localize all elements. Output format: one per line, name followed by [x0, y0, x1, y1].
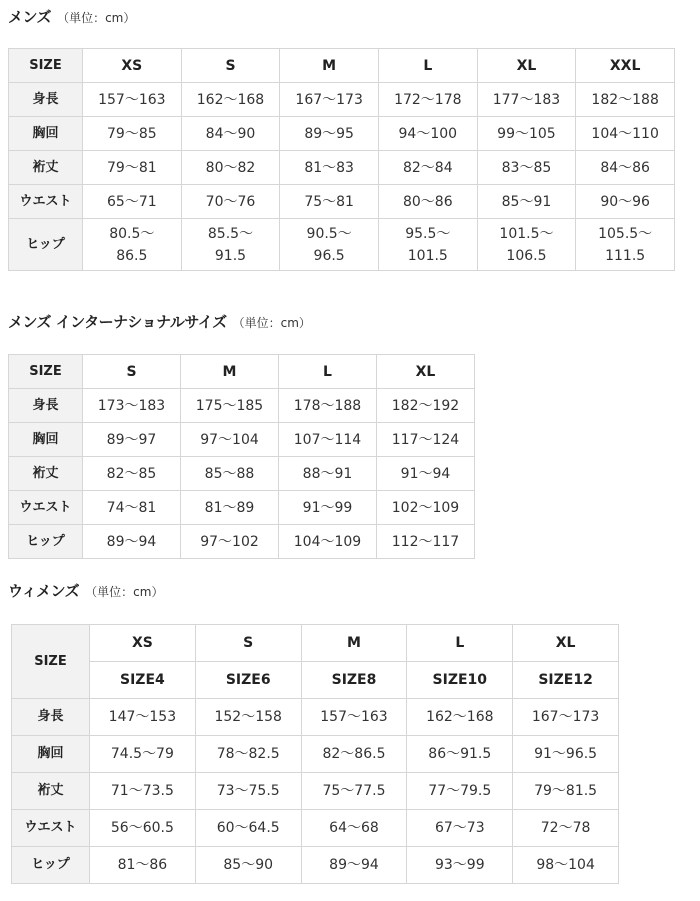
- table-cell: 60〜64.5: [195, 810, 301, 847]
- table-row: [9, 423, 475, 457]
- row-label: 身長: [12, 699, 90, 736]
- size-col-header: M: [181, 355, 279, 389]
- table-cell: [181, 219, 280, 271]
- cell-line: 90.5〜: [306, 225, 352, 242]
- table-cell: 157〜163: [83, 83, 182, 117]
- table-cell: 65〜71: [83, 185, 182, 219]
- size-col-header: S: [181, 49, 280, 83]
- table-cell: 175〜185: [181, 389, 279, 423]
- cell-line: 91.5: [214, 247, 247, 264]
- row-label: ヒップ: [9, 219, 83, 271]
- cell-line: 105.5〜: [598, 225, 653, 242]
- row-label: 身長: [9, 83, 83, 117]
- table-cell: 167〜173: [513, 699, 619, 736]
- table-row: [9, 491, 475, 525]
- table-cell: 162〜168: [407, 699, 513, 736]
- table-cell: 80〜86: [378, 185, 477, 219]
- table-cell: [378, 219, 477, 271]
- table-cell: 64〜68: [301, 810, 407, 847]
- table-cell: 102〜109: [377, 491, 475, 525]
- header-row: [9, 355, 475, 389]
- intl-unit: （単位：cm）: [232, 316, 311, 330]
- table-cell: 80〜82: [181, 151, 280, 185]
- table-cell: [83, 219, 182, 271]
- table-cell: 107〜114: [279, 423, 377, 457]
- table-cell: 97〜104: [181, 423, 279, 457]
- table-cell: 74〜81: [83, 491, 181, 525]
- table-cell: 75〜81: [280, 185, 379, 219]
- row-label: ウエスト: [9, 491, 83, 525]
- table-cell: 56〜60.5: [90, 810, 196, 847]
- header-row: [12, 625, 619, 662]
- table-cell: 162〜168: [181, 83, 280, 117]
- size-header: SIZE: [9, 355, 83, 389]
- row-label: 胸回: [9, 423, 83, 457]
- row-label: 裄丈: [12, 773, 90, 810]
- table-cell: 79〜85: [83, 117, 182, 151]
- size-header: SIZE: [12, 625, 90, 699]
- row-label: ヒップ: [12, 847, 90, 884]
- table-cell: 104〜109: [279, 525, 377, 559]
- table-cell: 74.5〜79: [90, 736, 196, 773]
- table-cell: 93〜99: [407, 847, 513, 884]
- row-label: ウエスト: [9, 185, 83, 219]
- table-cell: 79〜81.5: [513, 773, 619, 810]
- row-label: ヒップ: [9, 525, 83, 559]
- table-row: [9, 389, 475, 423]
- intl-title: メンズ インターナショナルサイズ: [8, 313, 227, 331]
- table-cell: 91〜99: [279, 491, 377, 525]
- size-sub-header: SIZE10: [407, 662, 513, 699]
- table-cell: 73〜75.5: [195, 773, 301, 810]
- table-row: [9, 525, 475, 559]
- table-cell: 78〜82.5: [195, 736, 301, 773]
- table-cell: 85〜88: [181, 457, 279, 491]
- table-row: [12, 736, 619, 773]
- cell-line: 95.5〜: [405, 225, 451, 242]
- table-cell: 91〜94: [377, 457, 475, 491]
- table-cell: 147〜153: [90, 699, 196, 736]
- cell-line: 106.5: [506, 247, 547, 264]
- table-cell: 82〜84: [378, 151, 477, 185]
- table-row: [12, 810, 619, 847]
- size-col-header: S: [83, 355, 181, 389]
- table-row: [9, 83, 675, 117]
- cell-line: 101.5: [407, 247, 448, 264]
- table-cell: 99〜105: [477, 117, 576, 151]
- table-cell: 157〜163: [301, 699, 407, 736]
- table-cell: 177〜183: [477, 83, 576, 117]
- size-sub-header: SIZE8: [301, 662, 407, 699]
- size-col-header: XS: [83, 49, 182, 83]
- table-cell: 89〜94: [301, 847, 407, 884]
- table-cell: 178〜188: [279, 389, 377, 423]
- size-col-header: XXL: [576, 49, 675, 83]
- womens-title: ウィメンズ: [8, 582, 80, 600]
- size-col-header: XL: [377, 355, 475, 389]
- size-col-header: L: [378, 49, 477, 83]
- table-cell: 84〜86: [576, 151, 675, 185]
- table-cell: 152〜158: [195, 699, 301, 736]
- table-cell: 81〜83: [280, 151, 379, 185]
- womens-heading: [8, 580, 163, 601]
- size-col-header: L: [279, 355, 377, 389]
- header-row: [9, 49, 675, 83]
- table-row: [9, 219, 675, 271]
- table-cell: 67〜73: [407, 810, 513, 847]
- row-label: ウエスト: [12, 810, 90, 847]
- table-cell: 89〜95: [280, 117, 379, 151]
- table-cell: 86〜91.5: [407, 736, 513, 773]
- table-cell: 81〜86: [90, 847, 196, 884]
- table-cell: 182〜188: [576, 83, 675, 117]
- table-cell: 90〜96: [576, 185, 675, 219]
- table-cell: 89〜97: [83, 423, 181, 457]
- table-cell: 85〜90: [195, 847, 301, 884]
- table-cell: 75〜77.5: [301, 773, 407, 810]
- size-col-header: L: [407, 625, 513, 662]
- cell-line: 86.5: [116, 247, 148, 264]
- mens-title: メンズ: [8, 8, 52, 26]
- size-col-header: XL: [477, 49, 576, 83]
- table-cell: 84〜90: [181, 117, 280, 151]
- table-cell: 112〜117: [377, 525, 475, 559]
- mens-heading: [8, 6, 135, 27]
- size-sub-header: SIZE12: [513, 662, 619, 699]
- table-row: [9, 457, 475, 491]
- row-label: 胸回: [9, 117, 83, 151]
- row-label: 胸回: [12, 736, 90, 773]
- table-cell: 97〜102: [181, 525, 279, 559]
- cell-line: 111.5: [605, 247, 646, 264]
- table-cell: 104〜110: [576, 117, 675, 151]
- table-row: [9, 185, 675, 219]
- row-label: 身長: [9, 389, 83, 423]
- table-cell: 83〜85: [477, 151, 576, 185]
- sub-header-row: [12, 662, 619, 699]
- mens-unit: （単位：cm）: [57, 11, 136, 25]
- table-cell: [576, 219, 675, 271]
- intl-heading: [8, 311, 311, 332]
- table-cell: [477, 219, 576, 271]
- cell-line: 80.5〜: [109, 225, 155, 242]
- table-cell: 82〜86.5: [301, 736, 407, 773]
- table-row: [9, 117, 675, 151]
- table-cell: 85〜91: [477, 185, 576, 219]
- cell-line: 101.5〜: [499, 225, 554, 242]
- table-cell: 79〜81: [83, 151, 182, 185]
- table-cell: 117〜124: [377, 423, 475, 457]
- size-col-header: XS: [90, 625, 196, 662]
- size-header: SIZE: [9, 49, 83, 83]
- table-cell: [280, 219, 379, 271]
- size-sub-header: SIZE4: [90, 662, 196, 699]
- row-label: 裄丈: [9, 457, 83, 491]
- table-cell: 167〜173: [280, 83, 379, 117]
- intl-size-table: [8, 354, 475, 559]
- table-cell: 91〜96.5: [513, 736, 619, 773]
- table-cell: 172〜178: [378, 83, 477, 117]
- table-cell: 182〜192: [377, 389, 475, 423]
- cell-line: 96.5: [313, 247, 345, 264]
- row-label: 裄丈: [9, 151, 83, 185]
- table-row: [12, 699, 619, 736]
- table-cell: 88〜91: [279, 457, 377, 491]
- size-col-header: S: [195, 625, 301, 662]
- table-cell: 71〜73.5: [90, 773, 196, 810]
- size-col-header: XL: [513, 625, 619, 662]
- table-cell: 70〜76: [181, 185, 280, 219]
- cell-line: 85.5〜: [207, 225, 254, 242]
- size-col-header: M: [280, 49, 379, 83]
- table-cell: 77〜79.5: [407, 773, 513, 810]
- mens-size-table: [8, 48, 675, 271]
- table-cell: 72〜78: [513, 810, 619, 847]
- womens-size-table: [11, 624, 619, 884]
- size-col-header: M: [301, 625, 407, 662]
- table-row: [12, 847, 619, 884]
- table-cell: 81〜89: [181, 491, 279, 525]
- table-cell: 98〜104: [513, 847, 619, 884]
- table-row: [12, 773, 619, 810]
- table-cell: 173〜183: [83, 389, 181, 423]
- size-sub-header: SIZE6: [195, 662, 301, 699]
- table-cell: 94〜100: [378, 117, 477, 151]
- table-row: [9, 151, 675, 185]
- table-cell: 89〜94: [83, 525, 181, 559]
- womens-unit: （単位：cm）: [85, 585, 164, 599]
- table-cell: 82〜85: [83, 457, 181, 491]
